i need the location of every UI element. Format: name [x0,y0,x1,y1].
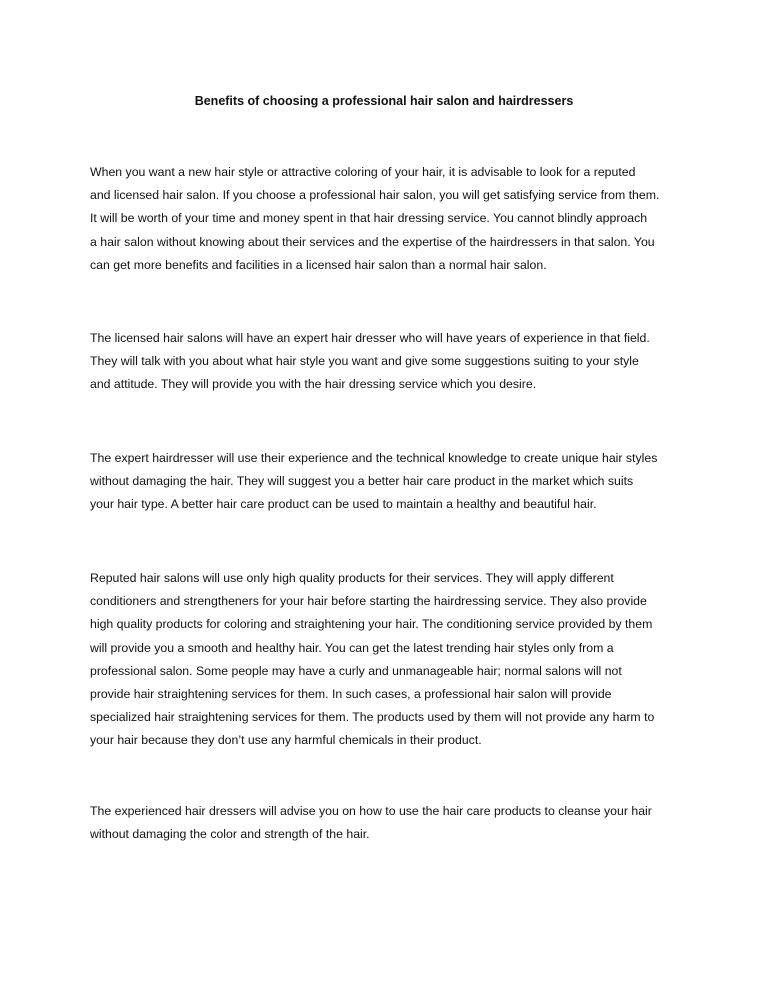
paragraph-line: will provide you a smooth and healthy hair. You can get the latest trending hair styles only from a [90,640,614,655]
paragraph-line: conditioners and strengtheners for your hair before starting the hairdressing service. They also provide [90,594,647,609]
paragraph-line: The expert hairdresser will use their experience and the technical knowledge to create unique hair styles [90,451,658,465]
paragraph-line: When you want a new hair style or attractive coloring of your hair, it is advisable to look for a reputed [90,165,636,179]
paragraph-line: without damaging the hair. They will suggest you a better hair care product in the market which suits [90,474,634,489]
paragraph-line: your hair type. A better hair care product can be used to maintain a healthy and beautiful hair. [90,497,597,512]
paragraph-line: and attitude. They will provide you with the hair dressing service which you desire. [90,377,537,392]
paragraph-line: provide hair straightening services for them. In such cases, a professional hair salon will provide [90,687,612,702]
paragraph-line: They will talk with you about what hair style you want and give some suggestions suiting to your style [90,354,639,369]
paragraph-line: your hair because they don’t use any harmful chemicals in their product. [90,733,482,748]
paragraph-5 [90,800,690,846]
paragraph-line: Reputed hair salons will use only high quality products for their services. They will apply different [90,571,614,585]
paragraph-line: without damaging the color and strength of the hair. [90,827,370,842]
paragraph-line: professional salon. Some people may have a curly and unmanageable hair; normal salons will not [90,663,622,678]
paragraph-line: The experienced hair dressers will advise you on how to use the hair care products to cleanse your hair [90,804,652,818]
paragraph-line: It will be worth of your time and money spent in that hair dressing service. You cannot blindly approach [90,211,648,226]
paragraph-line: and licensed hair salon. If you choose a professional hair salon, you will get satisfying service from them. [90,188,660,203]
paragraph-4 [90,567,690,753]
paragraph-line: The licensed hair salons will have an expert hair dresser who will have years of experience in that field. [90,331,650,345]
paragraph-line: specialized hair straightening services for them. The products used by them will not provide any harm to [90,710,655,725]
paragraph-line: a hair salon without knowing about their services and the expertise of the hairdressers in that salon. You [90,234,655,249]
paragraph-2 [90,327,690,397]
paragraph-3 [90,447,690,517]
document-title: Benefits of choosing a professional hair salon and hairdressers [194,94,574,108]
paragraph-line: high quality products for coloring and straightening your hair. The conditioning service provided by them [90,617,653,632]
paragraph-1 [90,161,690,277]
paragraph-line: can get more benefits and facilities in a licensed hair salon than a normal hair salon. [90,257,547,272]
